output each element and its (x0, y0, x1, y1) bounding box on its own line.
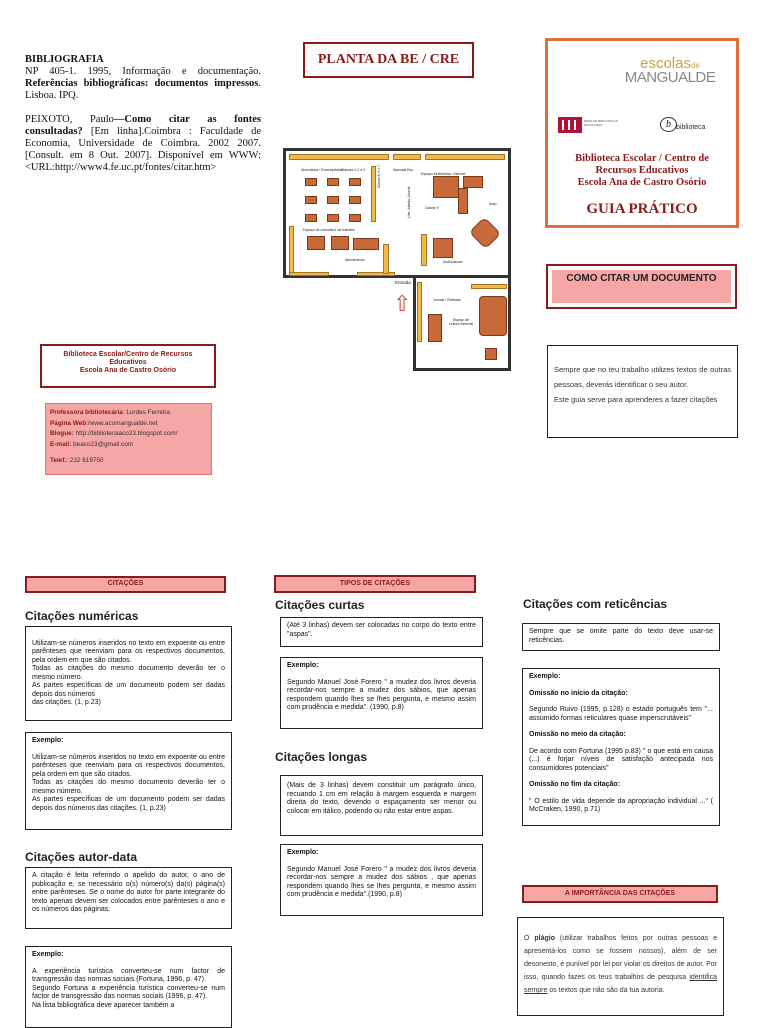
rbe-logo: REDE DE BIBLIOTECAS ESCOLARES (558, 117, 620, 133)
plan-table (485, 348, 497, 360)
long-heading: Citações longas (275, 750, 368, 764)
plan-label-audio: Audiovisuais (443, 260, 463, 264)
bibliography-ref-2: PEIXOTO, Paulo—Como citar as fontes consultadas? [Em linha].Coimbra : Faculdade de Economia, Universidade de Coimbra. 2002 2007.[Consult. em 8 Out. 2007]. Disponível em WWW:<URL:http://www4.fe.uc.pt/fontes/citar.htm> (25, 114, 261, 173)
author-date-text-box: A citação é feita referindo o apelido do autor, o ano de publicação e, se necessário o(s) número(s) da(s) página(s) entre parênteses. Se o nome do autor for parte integrante do texto apenas devem ser colocados entre parênteses o ano e os números das páginas. (25, 867, 232, 929)
plan-table (305, 214, 317, 222)
how-to-text-box (547, 345, 738, 438)
plan-label-children: Liter. Infanto-Juvenil (407, 186, 411, 218)
plan-table (458, 188, 468, 214)
plan-shelf (371, 166, 376, 222)
ellipsis-heading: Citações com reticências (523, 597, 668, 611)
plan-label-class9: Classe 9 (425, 206, 439, 210)
plan-table (349, 214, 361, 222)
how-to-text-b: Este guia serve para aprenderes a fazer citações (554, 395, 718, 404)
plan-table (327, 214, 339, 222)
ellipsis-example-box: Exemplo: Omissão no início da citação: Segundo Ruivo (1995, p.128) o estado português tem "... assumido formas reticulares quase imperscrutáveis" Omissão no meio da citação: De acordo com Fortuna (1995 p.83) " o que está em causa (...) é forjar níveis de satisfação antecipada nos consumidores potenciais" Omissão no fim da citação: " O estilo de vida depende da apropriação individual ..." ( McCraken, 1990, p.71) (522, 668, 720, 826)
importance-bar: A IMPORTÂNCIA DAS CITAÇÕES (522, 885, 718, 903)
plan-label-class8: Classe 8, 5 e 7 (377, 164, 381, 188)
short-example-box: Exemplo: Segundo Manuel José Forero " a mudez dos livros deveria recordar-nos sempre a mudez dos sábios, que apenas respondem quando lhes se lhes pergunta, e mesmo assim com prudência e medida". (1990, p.8) (280, 657, 483, 729)
plan-label-leitura: Espaço de Leitura Informal (448, 318, 474, 326)
bibliography (25, 54, 261, 174)
plan-label-manuals: Manuais Esc. (393, 168, 415, 172)
plan-label-entrada: Entrada (395, 280, 411, 285)
contact-phone: Telef.: 232 619750 (50, 457, 104, 464)
short-heading: Citações curtas (275, 598, 365, 612)
mangualde-logo: escolasde MANGUALDE (624, 55, 716, 86)
library-card-line2: Escola Ana de Castro Osório (79, 367, 177, 374)
plan-table (305, 178, 317, 186)
plan-shelf (425, 154, 505, 160)
plan-label-consult: Espaço de consulta e de trabalho (303, 228, 355, 232)
contact-teacher: Professora bibliotecária: Lurdes Ferreira (50, 409, 171, 416)
library-card (40, 344, 216, 388)
plan-table (433, 238, 453, 258)
floor-plan (283, 148, 513, 373)
long-text-box: (Mais de 3 linhas) devem constituir um parágrafo único, recuando 1 cm em relação à margem esquerda e margem direita do texto, devendo o espaçamento ser menor ou colocar em itálico, podendo ou não estar entre aspas. (280, 775, 483, 836)
plan-shelf (289, 154, 389, 160)
plan-table (353, 238, 379, 250)
plan-table (307, 236, 325, 250)
plan-label-atendimento: Atendimento (345, 258, 365, 262)
short-text-box: (Até 3 linhas) devem ser colocadas no corpo do texto entre "aspas". (280, 617, 483, 647)
plan-shelf (289, 226, 294, 274)
how-to-title-box (546, 264, 737, 309)
cover-title: GUIA PRÁTICO (586, 201, 698, 217)
numeric-heading: Citações numéricas (25, 609, 139, 623)
author-date-example-box: Exemplo: A experiência turística converteu-se num factor de transgressão das normas sociais (Fortuna, 1996, p. 47). Segundo Fortuna a experiência turística converteu-se num factor de transgressão das normas sociais (1996, p. 47). Na lista bibliográfica deve aparecer também a (25, 946, 232, 1028)
plan-label-arq: Arqu. (489, 202, 498, 206)
plan-shelf (421, 234, 427, 266)
ellipsis-text-box: Sempre que se omite parte do texto deve usar-se reticências. (522, 623, 720, 651)
library-card-line1: Biblioteca Escolar/Centro de Recursos Educativos (63, 351, 193, 366)
bibliography-heading: BIBLIOGRAFIA (25, 54, 104, 65)
contact-web: Página Web:/www.acomangualde.net (50, 419, 158, 427)
plan-shelf (383, 244, 389, 274)
contact-blog: Blogue: http://bibliotecaaco23.blogspot.com/ (50, 430, 178, 437)
citacoes-bar: CITAÇÕES (25, 576, 226, 593)
contacts-box (45, 403, 212, 475)
plan-table (327, 196, 339, 204)
map-title: PLANTA DA BE / CRE (317, 52, 460, 67)
biblioteca-b-icon: b (660, 117, 677, 132)
plan-table (331, 236, 349, 250)
plan-table (327, 178, 339, 186)
plan-table (479, 296, 507, 336)
entry-arrow-icon: ⇧ (393, 292, 412, 317)
numeric-text-box: Utilizam-se números inseridos no texto em expoente ou entre parênteses que reenviam para os respectivos documentos, pela ordem em que são citados. Todas as citações do mesmo documento deverão ter o mesmo número. As partes específicas de um documento podem ser dadas depois dos números das citações. (1, p.23) (25, 626, 232, 721)
author-date-heading: Citações autor-data (25, 850, 138, 864)
plan-shelf (471, 284, 507, 289)
plan-label-dict: Dicionários / Enciclopédias (301, 168, 343, 172)
plan-table (428, 314, 442, 342)
numeric-example-box: Exemplo: Utilizam-se números inseridos no texto em expoente ou entre parênteses que reenviam para os respectivos documentos, pela ordem em que são citados. Todas as citações do mesmo documento deverão ter o mesmo número. As partes específicas de um documento podem ser dadas depois dos números das citações. (1, p.23) (25, 732, 232, 830)
plan-shelf (393, 154, 421, 160)
plan-shelf (417, 282, 422, 342)
tipos-bar: TIPOS DE CITAÇÕES (274, 575, 476, 593)
plan-shelf (289, 272, 329, 276)
map-title-box (303, 42, 474, 78)
plan-label-jornais: Jornais / Revistas (433, 298, 461, 302)
cover (545, 38, 739, 228)
plan-table (305, 196, 317, 204)
contact-email: E-mail: beaco23@gmail.com (50, 440, 134, 448)
plan-label-multimedia: Espaço Multimédia / Internet (421, 172, 466, 176)
bibliography-ref-1: NP 405-1. 1995, Informação e documentação. Referências bibliográficas: documentos impressos. Lisboa. IPQ. (25, 66, 261, 101)
long-example-box: Exemplo: Segundo Manuel José Forero " a mudez dos livros deveria recordar-nos sempre a mudez dos sábios , que apenas respondem quando lhes se lhes pergunta, e mesmo assim com prudência e medida".(1990, p.8) (280, 844, 483, 916)
plan-table (463, 176, 483, 188)
how-to-text-a: Sempre que no teu trabalho utilizes textos de outras pessoas, deverás identificar o seu autor. (554, 365, 731, 389)
plan-shelf (357, 272, 395, 276)
plan-table (349, 196, 361, 204)
plan-table (433, 176, 459, 198)
plan-label-classes: Classes 1,2 e 3 (341, 168, 366, 172)
cover-institution: Biblioteca Escolar / Centro de Recursos Educativos Escola Ana de Castro Osório (575, 153, 709, 188)
importance-text-box: O plágio (utilizar trabalhos feitos por outras pessoas e apresentá-los como se fossem nossos), além de ser desonesto, é punível por lei por violar os direitos de autor. Por isso, quando fazes os teus trabalhos de pesquisa identifica sempre os textos que não são da tua autoria. (517, 917, 724, 1016)
biblioteca-logo: b biblioteca (660, 115, 738, 135)
how-to-title: COMO CITAR UM DOCUMENTO (552, 270, 731, 303)
plan-table (349, 178, 361, 186)
